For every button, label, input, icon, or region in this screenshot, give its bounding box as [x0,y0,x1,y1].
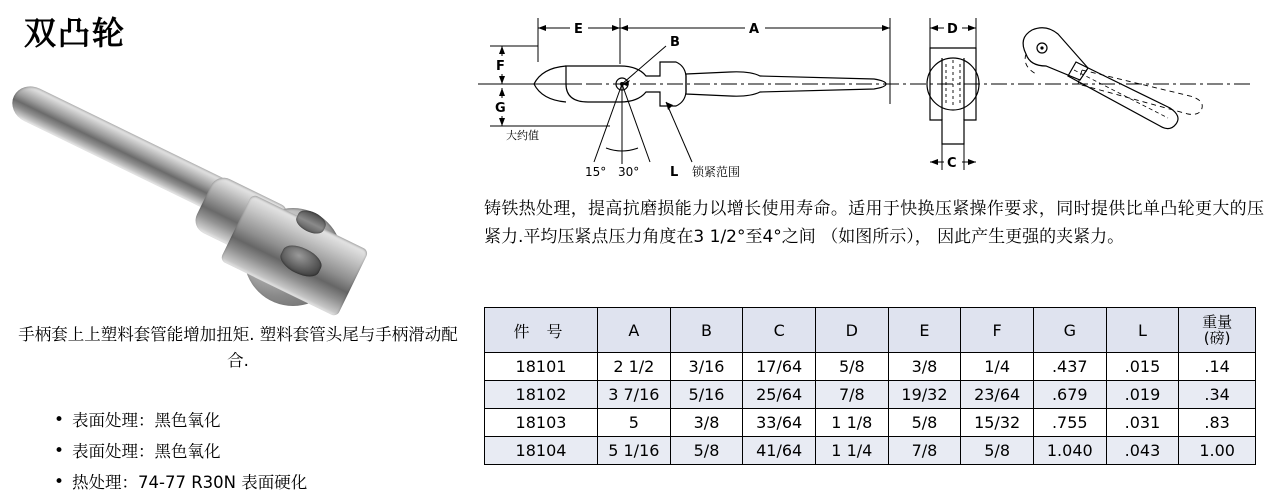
cell-b: 3/8 [670,409,743,437]
label-angle-15: 15° [585,165,607,179]
cell-b: 3/16 [670,353,743,381]
column-header-a: A [598,308,671,353]
cell-l: .043 [1106,437,1179,465]
cell-l: .031 [1106,409,1179,437]
label-approx: 大约值 [506,129,539,142]
cell-d: 7/8 [815,381,888,409]
cell-part-no: 18104 [485,437,598,465]
cell-a: 3 7/16 [598,381,671,409]
feature-bullet-list [14,405,504,499]
label-A: A [749,22,760,37]
leader-L [666,102,740,180]
cell-part-no: 18102 [485,381,598,409]
cell-g: .755 [1033,409,1106,437]
page-title: 双凸轮 [24,14,127,52]
label-C: C [947,156,957,171]
table-row [485,381,1256,409]
label-D: D [947,22,958,37]
cell-a: 5 1/16 [598,437,671,465]
end-view [927,17,979,172]
leader-B [622,35,680,86]
cell-a: 2 1/2 [598,353,671,381]
cell-d: 1 1/8 [815,409,888,437]
label-lock-range: 锁紧范围 [692,165,741,179]
column-header-weight [1179,308,1256,353]
angle-indicators [585,84,650,179]
table-header-row [485,308,1256,353]
dimension-A [620,18,890,104]
cell-e: 5/8 [888,409,961,437]
column-header-e: E [888,308,961,353]
column-header-f: F [961,308,1034,353]
product-description: 铸铁热处理，提高抗磨损能力以增长使用寿命。适用于快换压紧操作要求，同时提供比单凸轮更大的压紧力.平均压紧点压力角度在3 1/2°至4°之间 （如图所示）， 因此产生更强的夹紧力。 [484,199,1264,247]
label-angle-30: 30° [618,165,640,179]
list-item: • 表面处理：黑色氧化 [54,436,504,467]
column-header-b: B [670,308,743,353]
right-column [470,0,1272,491]
isometric-view [1023,28,1202,129]
label-E: E [574,22,583,37]
column-header-g: G [1033,308,1106,353]
cell-f: 23/64 [961,381,1034,409]
column-header-part-no: 件 号 [485,308,598,353]
table-row [485,353,1256,381]
cell-part-no: 18103 [485,409,598,437]
table-row [485,437,1256,465]
list-item: • 热处理：74-77 R30N 表面硬化 [54,467,504,498]
clamp-head-notch [320,182,369,224]
cell-f: 15/32 [961,409,1034,437]
column-header-d: D [815,308,888,353]
list-item: • 表面处理：黑色氧化 [54,405,504,436]
weight-label-line1: 重量 [1202,312,1233,331]
cell-part-no: 18101 [485,353,598,381]
label-F: F [496,59,505,74]
cell-c: 41/64 [743,437,816,465]
dimension-E [538,17,620,62]
left-column [0,0,470,491]
cell-weight: .34 [1179,381,1256,409]
cell-c: 25/64 [743,381,816,409]
weight-label-line2: (磅) [1203,329,1231,347]
column-header-c: C [743,308,816,353]
cell-f: 5/8 [961,437,1034,465]
label-G: G [495,101,506,116]
dimension-F-G [490,46,610,142]
cell-g: .679 [1033,381,1106,409]
column-header-l: L [1106,308,1179,353]
cell-e: 19/32 [888,381,961,409]
double-cam-clamp-photo [8,62,398,292]
photo-caption: 手柄套上上塑料套管能增加扭矩. 塑料套管头尾与手柄滑动配合. [18,325,458,370]
cell-e: 3/8 [888,353,961,381]
cell-l: .015 [1106,353,1179,381]
cell-weight: 1.00 [1179,437,1256,465]
specification-table [484,307,1256,465]
table-row [485,409,1256,437]
cell-b: 5/8 [670,437,743,465]
cell-d: 1 1/4 [815,437,888,465]
cell-b: 5/16 [670,381,743,409]
label-L: L [670,165,679,180]
cell-d: 5/8 [815,353,888,381]
label-B: B [670,35,680,50]
technical-drawing [470,4,1260,186]
cell-e: 7/8 [888,437,961,465]
cell-f: 1/4 [961,353,1034,381]
cell-c: 33/64 [743,409,816,437]
cell-g: 1.040 [1033,437,1106,465]
cell-g: .437 [1033,353,1106,381]
cell-c: 17/64 [743,353,816,381]
cell-weight: .83 [1179,409,1256,437]
cell-l: .019 [1106,381,1179,409]
cell-a: 5 [598,409,671,437]
cell-weight: .14 [1179,353,1256,381]
